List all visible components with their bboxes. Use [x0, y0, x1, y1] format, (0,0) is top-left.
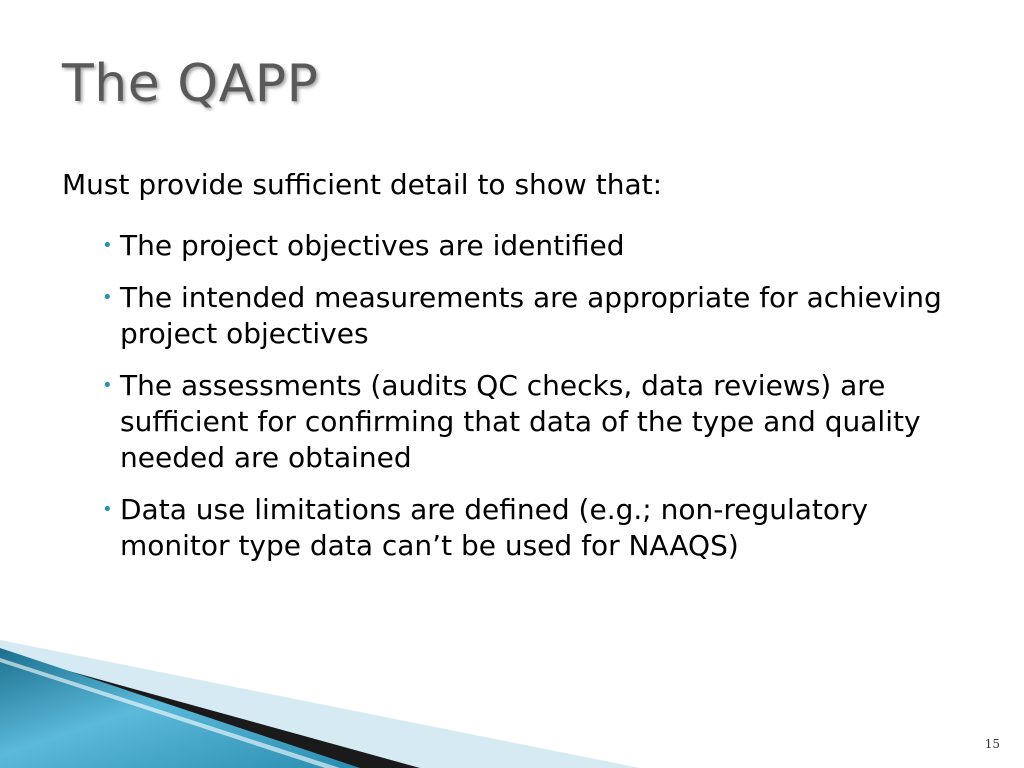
page-number: 15	[984, 737, 1000, 751]
corner-swoosh-decoration	[0, 600, 1024, 768]
bullet-text: Data use limitations are defined (e.g.; non-regulatory monitor type data can’t be used for NAAQS)	[120, 493, 869, 562]
bullet-item	[100, 368, 980, 476]
bullet-icon: •	[102, 499, 113, 520]
bullet-text: The project objectives are identified	[120, 229, 625, 262]
bullet-item	[100, 492, 980, 564]
bullet-item	[100, 280, 980, 352]
bullet-item	[100, 228, 980, 264]
slide-title: The QAPP	[62, 54, 319, 114]
bullet-list	[100, 228, 980, 580]
bullet-text: The intended measurements are appropriate for achieving project objectives	[120, 281, 942, 350]
bullet-icon: •	[102, 375, 113, 396]
bullet-icon: •	[102, 235, 113, 256]
bullet-icon: •	[102, 287, 113, 308]
bullet-text: The assessments (audits QC checks, data reviews) are sufficient for confirming that data of the type and quality needed are obtained	[120, 369, 921, 474]
intro-text: Must provide sufficient detail to show that:	[62, 168, 663, 201]
